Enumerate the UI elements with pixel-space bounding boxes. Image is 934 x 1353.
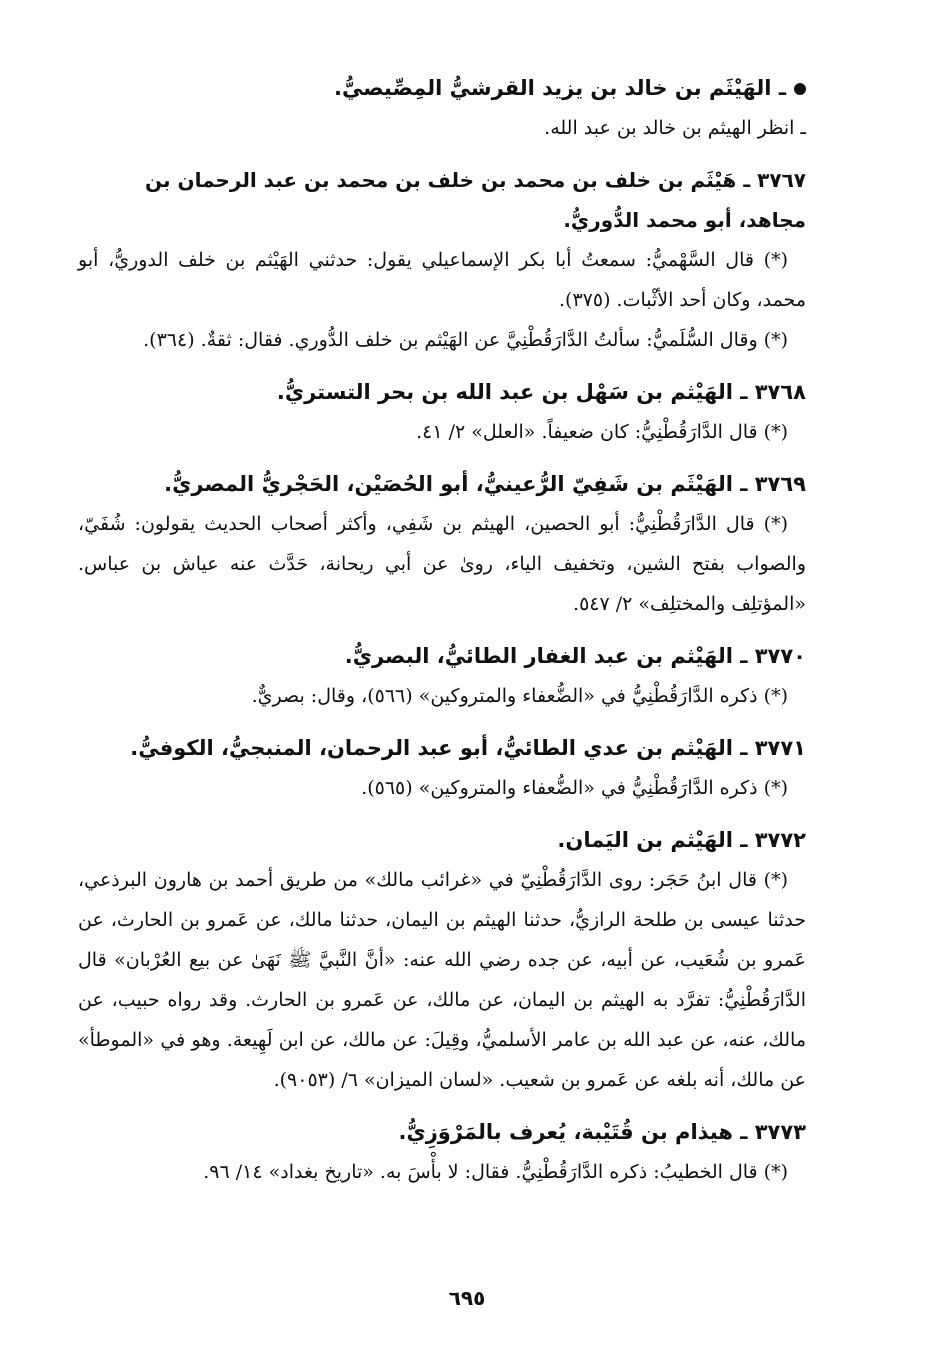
entry-paragraph: (*) قال الدَّارَقُطْنِيُّ: أبو الحصين، الهيثم بن شَفِي، وأكثر أصحاب الحديث يقولون: شُفَيّ، والصواب بفتح الشين، وتخفيف الياء، روىٰ عن أبي ريحانة، حَدَّث عنه عياش بن عباس. «المؤتلِف والمختلِف» ٢/ ٥٤٧. <box>78 513 806 615</box>
entry-heading: ٣٧٦٧ ـ هَيْثَم بن خلف بن محمد بن خلف بن محمد بن عبد الرحمان بن مجاهد، أبو محمد الدُّوريُّ. <box>145 168 806 232</box>
entry-paragraph: (*) ذكره الدَّارَقُطْنِيُّ في «الضُّعفاء والمتروكين» (٥٦٦)، وقال: بصريٌّ. <box>251 685 788 707</box>
entry-heading <box>78 68 806 108</box>
entry-3772 <box>78 820 806 1100</box>
entry-heading: ٣٧٧٠ ـ الهَيْثم بن عبد الغفار الطائيُّ، البصريُّ. <box>344 644 806 668</box>
entry-paragraph: (*) وقال السُّلَميُّ: سألتُ الدَّارَقُطْنِيَّ عن الهَيْثم بن خلف الدُّوري. فقال: ثقةٌ. (٣٦٤). <box>143 329 788 351</box>
entry-heading: ٣٧٧٢ ـ الهَيْثم بن اليَمان. <box>557 828 806 852</box>
entry-paragraph: (*) قال ابنُ حَجَر: روى الدَّارَقُطْنِيّ في «غرائب مالك» من طريق أحمد بن هارون البرذعي، حدثنا عيسى بن طلحة الرازيُّ، حدثنا الهيثم بن اليمان، حدثنا مالك، عن عَمرو بن الحارث، عن عَمرو بن شُعَيب، عن أبيه، عن جده رضي الله عنه: «أنَّ النَّبيَّ ﷺ نَهَىٰ عن بيع العُرْبان» قال الدَّارَقُطْنِيُّ: تفرَّد به الهيثم بن اليمان، عن مالك، عن عَمرو بن الحارث. وقد رواه حبيب، عن مالك، عنه، عن عبد الله بن عامر الأسلميُّ، وقِيلَ: عن مالك، عن ابن لَهِيعة. وهو في «الموطأ» عن مالك، أنه بلغه عن عَمرو بن شعيب. «لسان الميزان» ٦/ (٩٠٥٣). <box>78 869 806 1091</box>
entry-heading: ٣٧٦٨ ـ الهَيْثم بن سَهْل بن عبد الله بن بحر التستريُّ. <box>276 380 806 404</box>
entry-paragraph: ـ انظر الهيثم بن خالد بن عبد الله. <box>544 117 806 139</box>
entry-3769 <box>78 464 806 624</box>
entry-paragraph: (*) قال الخطيبُ: ذكره الدَّارَقُطْنِيُّ. فقال: لا بأْسَ به. «تاريخ بغداد» ١٤/ ٩٦. <box>203 1161 788 1183</box>
bullet-icon <box>794 83 806 95</box>
entry-3770 <box>78 636 806 716</box>
entry-3767 <box>78 160 806 360</box>
entry-paragraph: (*) قال السَّهْميُّ: سمعتُ أبا بكر الإسماعيلي يقول: حدثني الهَيْثم بن خلف الدوريُّ، أبو محمد، وكان أحد الأثْبات. (٣٧٥). <box>78 249 806 311</box>
entry-heading: ٣٧٦٩ ـ الهَيْثَم بن شَفِيّ الرُّعينيُّ، أبو الحُصَيْن، الحَجْريُّ المصريُّ. <box>164 472 806 496</box>
page-number: ٦٩٥ <box>448 1286 486 1310</box>
entry-3771 <box>78 728 806 808</box>
entry-heading-text: ـ الهَيْثَم بن خالد بن يزيد القرشيُّ المِصِّيصيُّ. <box>334 76 786 100</box>
page-body <box>78 68 806 1204</box>
entry-heading: ٣٧٧٣ ـ هيذام بن قُتَيْبة، يُعرف بالمَرْوَزِيُّ. <box>398 1120 806 1144</box>
entry-3768 <box>78 372 806 452</box>
entry-haytham-bin-khalid <box>78 68 806 148</box>
entry-heading: ٣٧٧١ ـ الهَيْثم بن عدي الطائيُّ، أبو عبد الرحمان، المنبجيُّ، الكوفيُّ. <box>130 736 806 760</box>
entry-paragraph: (*) ذكره الدَّارَقُطْنِيُّ في «الضُّعفاء والمتروكين» (٥٦٥). <box>361 777 788 799</box>
entry-paragraph: (*) قال الدَّارَقُطْنِيُّ: كان ضعيفاً. «العلل» ٢/ ٤١. <box>416 421 788 443</box>
entry-3773 <box>78 1112 806 1192</box>
